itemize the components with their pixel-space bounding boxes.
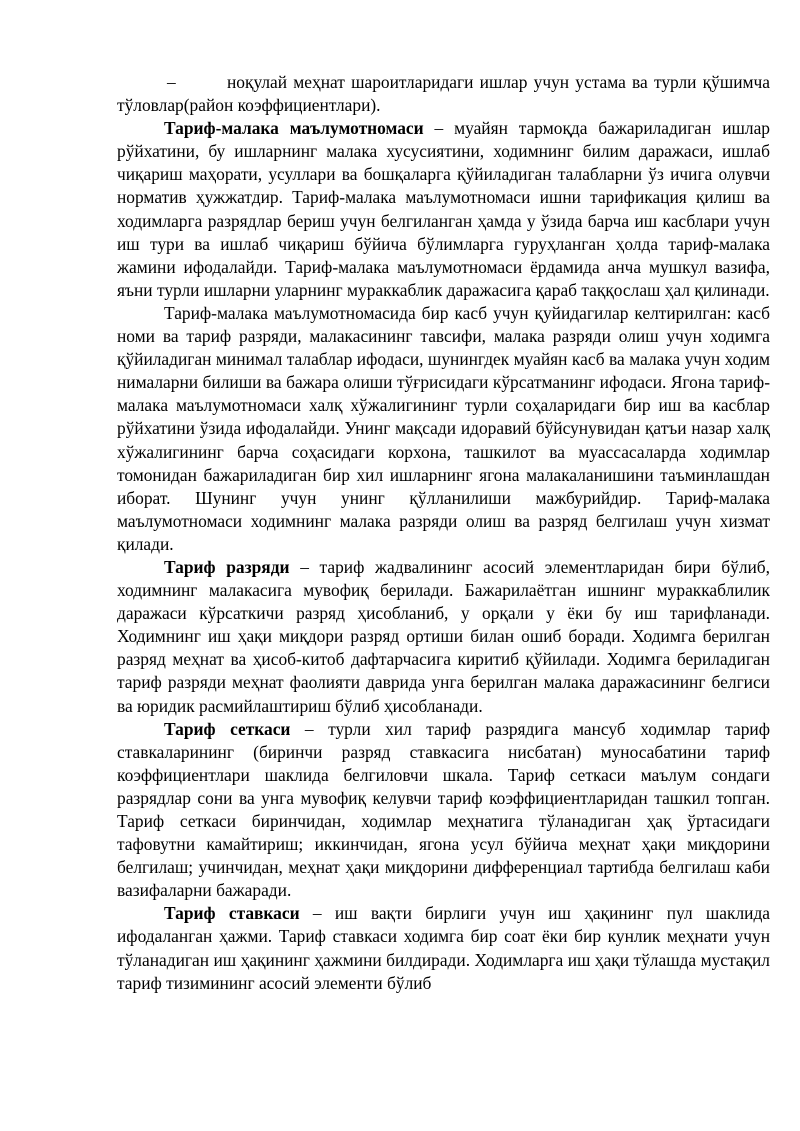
paragraph-reference-contents <box>117 302 770 556</box>
term-heading: Тариф сеткаси <box>164 718 291 739</box>
paragraph-tariff-scale <box>117 718 770 903</box>
paragraph-text: – иш вақти бирлиги учун иш ҳақининг пул шаклида ифодаланган ҳажми. Тариф ставкаси ходимга бир соат ёки бир кунлик меҳнати учун тўланадиган иш ҳақининг ҳажмини билдиради. Ходимларга иш ҳақи тўлашда мустақил тариф тизимининг асосий элементи бўлиб <box>117 903 771 993</box>
paragraph-dash-item <box>117 71 770 117</box>
term-heading: Тариф ставкаси <box>164 903 300 924</box>
document-body <box>117 71 770 995</box>
paragraph-text: – тариф жадвалининг асосий элементларидан бири бўлиб, ходимнинг малакасига мувофиқ берилади. Бажарилаётган ишнинг мураккаблилик даражаси кўрсаткичи разряд ҳисобланиб, у орқали у ёки бу иш тарифланади. Ходимнинг иш ҳақи миқдори разряд ортиши билан ошиб боради. Ходимга берилган разряд меҳнат ва ҳисоб-китоб дафтарчасига киритиб қўйилади. Ходимга бериладиган тариф разряди меҳнат фаолияти даврида унга берилган малака даражасининг белгиси ва юридик расмийлаштириш бўлиб ҳисобланади. <box>117 556 770 716</box>
paragraph-text: – турли хил тариф разрядига мансуб ходимлар тариф ставкаларининг (биринчи разряд ставкасига нисбатан) муносабатини тариф коэффициентлари шаклида белгиловчи шкала. Тариф сеткаси маълум сондаги разрядлар сони ва унга мувофиқ келувчи тариф коэффициентларидан ташкил топган. Тариф сеткаси биринчидан, ходимлар меҳнатига тўланадиган ҳақ ўртасидаги тафовутни камайтириш; иккинчидан, ягона усул бўйича меҳнат ҳақи миқдорини белгилаш; учинчидан, меҳнат ҳақи миқдорини дифференциал тартибда белгилаш каби вазифаларни бажаради. <box>117 718 770 901</box>
paragraph-tariff-rate <box>117 902 770 994</box>
paragraph-tariff-grade <box>117 556 770 718</box>
paragraph-text: ноқулай меҳнат шароитларидаги ишлар учун устама ва турли қўшимча тўловлар(район коэффициентлари). <box>117 72 770 116</box>
paragraph-text: Тариф-малака маълумотномасида бир касб учун қуйидагилар келтирилган: касб номи ва тариф разряди, малакасининг тавсифи, малака разряди олиш учун ходимга қўйиладиган минимал талаблар ифодаси, шунингдек муайян касб ва малака учун ходим нималарни билиши ва бажара олиши тўғрисидаги кўрсатманинг ифодаси. Ягона тариф-малака маълумотномаси халқ хўжалигининг турли соҳаларидаги бир иш ва касблар рўйхатини ўзида ифодалайди. Унинг мақсади идоравий бўйсунувидан қатъи назар халқ хўжалигининг барча соҳасидаги корхона, ташкилот ва муассасаларда ходимлар томонидан бажариладиган бир хил ишларнинг ягона малакаланишини таъминлашдан иборат. Шунинг учун унинг қўлланилиши мажбурийдир. Тариф-малака маълумотномаси ходимнинг малака разряди олиш ва разряд белгилаш учун хизмат қилади. <box>117 302 770 554</box>
paragraph-tariff-qualification-reference <box>117 117 770 302</box>
term-heading: Тариф разряди <box>164 556 290 577</box>
dash-marker: – <box>167 72 176 92</box>
term-heading: Тариф-малака маълумотномаси <box>164 118 424 139</box>
paragraph-text: – муайян тармоқда бажариладиган ишлар рўйхатини, бу ишларнинг малака хусусиятини, ходимнинг билим даражаси, ишлаб чиқариш маҳорати, усуллари ва бошқаларга қўйиладиган талабларни ўз ичига олувчи норматив ҳужжатдир. Тариф-малака маълумотномаси ишни тарификация қилиш ва ходимларга разрядлар бериш учун белгиланган ҳамда у ўзида барча иш касблари учун иш тури ва ишлаб чиқариш бўйича бўлимларга гуруҳланган ҳолда тариф-малака жамини ифодалайди. Тариф-малака маълумотномаси ёрдамида анча мушкул вазифа, яъни турли ишларни уларнинг мураккаблик даражасига қараб таққослаш ҳал қилинади. <box>117 118 770 300</box>
